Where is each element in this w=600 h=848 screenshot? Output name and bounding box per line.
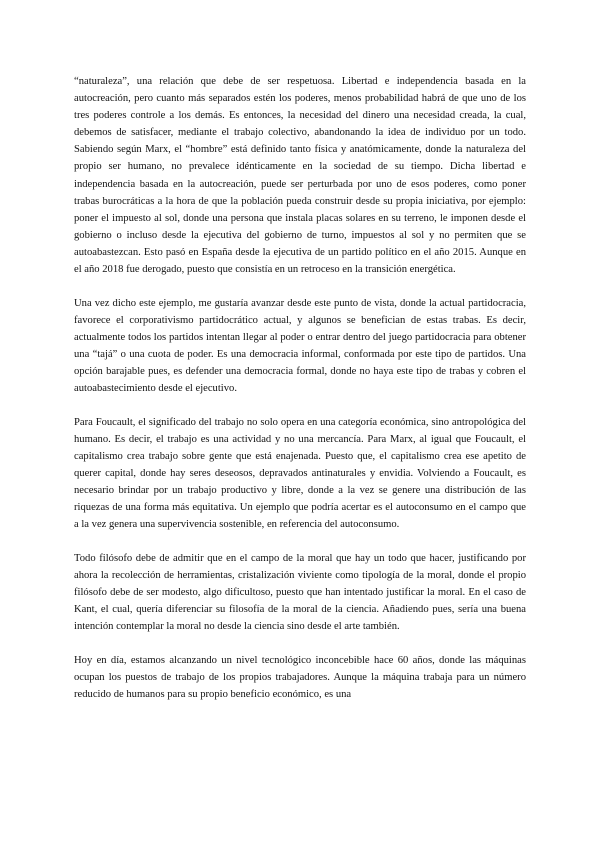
paragraph-5: Hoy en día, estamos alcanzando un nivel tecnológico inconcebible hace 60 años, donde las máquinas ocupan los puestos de trabajo de los propios trabajadores. Aunque la máquina trabaja para un número reducido de humanos para su propio beneficio económico, es una xyxy=(74,654,526,700)
paragraph-2: Una vez dicho este ejemplo, me gustaría avanzar desde este punto de vista, donde la actual partidocracia, favorece el corporativismo partidocrático actual, y algunos se benefician de estas trabas. Es decir, actualmente todos los partidos intentan llegar al poder o entrar dentro del juego partidocracia para obtener una “tajá” o una cuota de poder. Es una democracia informal, conformada por este tipo de partidos. Una opción barajable pues, es defender una democracia formal, donde no haya este tipo de trabas y cobren el autoabastecimiento desde el ejecutivo. xyxy=(74,297,526,395)
document-page xyxy=(74,73,526,720)
paragraph-4: Todo filósofo debe de admitir que en el campo de la moral que hay un todo que hacer, justificando por ahora la recolección de herramientas, cristalización viviente como tipología de la moral, donde el propio filósofo debe de ser modesto, algo dificultoso, puesto que han intentado justificar la moral. En el caso de Kant, el cual, quería diferenciar su filosofía de la moral de la ciencia. Añadiendo pues, sería una buena intención contemplar la moral no desde la ciencia sino desde el arte también. xyxy=(74,552,526,633)
paragraph-3: Para Foucault, el significado del trabajo no solo opera en una categoría económica, sino antropológica del humano. Es decir, el trabajo es una actividad y no una mercancía. Para Marx, al igual que Foucault, el capitalismo crea trabajo sobre gente que está enajenada. Puesto que, el capitalismo crea ese apetito de querer capital, donde hay seres deseosos, depravados antinaturales y envidia. Volviendo a Foucault, es necesario brindar por un trabajo productivo y libre, donde a la vez se genere una distribución de las riquezas de una forma más equitativa. Un ejemplo que podría acertar es el autoconsumo en el campo que a la vez genera una supervivencia sostenible, en referencia del autoconsumo. xyxy=(74,416,526,531)
paragraph-1: “naturaleza”, una relación que debe de ser respetuosa. Libertad e independencia basada en la autocreación, pero cuanto más separados estén los poderes, menos probabilidad habrá de que uno de los tres poderes controle a los demás. Es entonces, la necesidad del dinero una necesidad creada, la cual, debemos de satisfacer, mediante el trabajo colectivo, abandonando la idea de individuo por un todo. Sabiendo según Marx, el “hombre” está definido tanto física y anatómicamente, donde la naturaleza del propio ser humano, no prevalece idénticamente en la sociedad de su tiempo. Dicha libertad e independencia basada en la autocreación, puede ser perturbada por uno de esos poderes, como poner trabas burocráticas a la hora de que la población pueda construir desde su propia iniciativa, por ejemplo: poner el impuesto al sol, donde una persona que instala placas solares en su terreno, le imponen desde el gobierno o incluso desde la ejecutiva del gobierno de turno, impuestos al sol y no permiten que se autoabastezcan. Esto pasó en España desde la ejecutiva de un partido político en el año 2015. Aunque en el año 2018 fue derogado, puesto que consistía en un retroceso en la transición energética. xyxy=(74,76,526,276)
